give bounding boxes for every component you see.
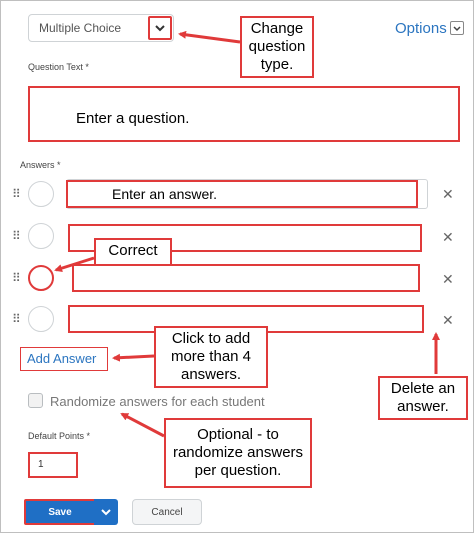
callout-change-type-text: Change question type. [248,20,306,73]
question-text-label-text: Question Text [28,62,83,72]
arrow-add-more [114,356,154,358]
randomize-label: Randomize answers for each student [50,394,265,409]
default-points-label-text: Default Points [28,431,85,441]
required-mark: * [57,160,61,170]
arrow-correct-answer [56,258,94,270]
question-type-value: Multiple Choice [39,21,122,35]
drag-handle-icon[interactable]: ⠿ [12,271,20,285]
drag-handle-icon[interactable]: ⠿ [12,187,20,201]
callout-optional-randomize-text: Optional - to randomize answers per question. [172,426,304,479]
required-mark: * [86,431,91,441]
close-icon[interactable]: ✕ [442,271,454,287]
save-button[interactable]: Save [24,499,96,525]
close-icon[interactable]: ✕ [442,312,454,328]
question-text-value: Enter a question. [76,110,190,127]
close-icon[interactable]: ✕ [442,229,454,245]
add-answer-link[interactable]: Add Answer [20,347,108,371]
answer-input-1-value: Enter an answer. [112,186,218,202]
callout-correct-answer-text: Correct [108,242,158,259]
drag-handle-icon[interactable]: ⠿ [12,229,20,243]
callout-delete-answer-text: Delete an answer. [390,380,456,415]
required-mark: * [85,62,89,72]
options-link[interactable]: Options [395,20,447,37]
drag-handle-icon[interactable]: ⠿ [12,312,20,326]
arrow-change-type [180,34,240,42]
answers-label-text: Answers [20,160,55,170]
close-icon[interactable]: ✕ [442,186,454,202]
cancel-button[interactable]: Cancel [132,499,202,525]
arrow-optional-randomize [122,414,164,436]
default-points-value: 1 [38,459,44,470]
callout-add-more-text: Click to add more than 4 answers. [170,330,252,383]
